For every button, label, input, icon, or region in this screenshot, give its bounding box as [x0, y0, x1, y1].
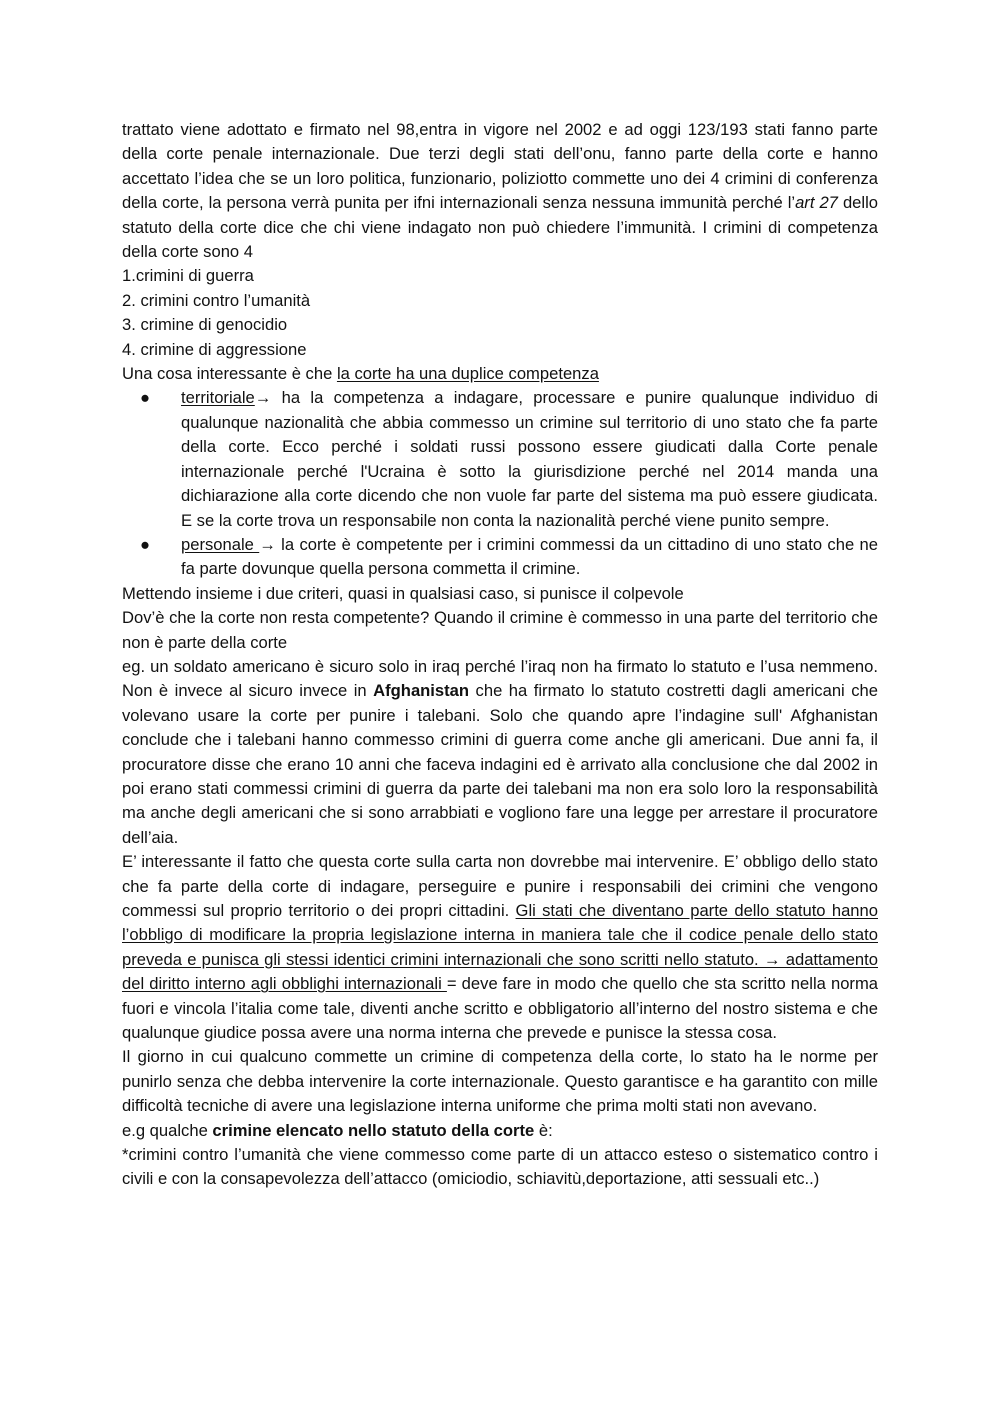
crimes-list-item: 3. crimine di genocidio	[122, 315, 288, 335]
bullet-icon: ●	[140, 388, 151, 408]
crimes-list-item: 1.crimini di guerra	[122, 266, 254, 286]
paragraph-national-law: Il giorno in cui qualcuno commette un crimine di competenza della corte, lo stato ha le norme per punirlo senza che debba intervenire la corte internazionale. Questo garantisce e ha garantito con mille difficoltà tecniche di avere una legislazione interna uniforme che prima molti stati non avevano.	[122, 1047, 878, 1116]
bullet-text: → ha la competenza a indagare, processare e punire qualunque individuo di qualunque nazionalità che abbia commesso un crimine sul territorio di uno stato che fa parte della corte. Ecco perché i soldati russi possono essere giudicati dalla Corte penale internazionale perché l'Ucraina è sotto la giurisdizione perché nel 2014 manda una dichiarazione alla corte dicendo che non vuole far parte del sistema ma può essere giudicata. E se la corte trova un responsabile non conta la nazionalità perché viene punito sempre.	[181, 388, 878, 530]
paragraph-example-afghanistan	[122, 655, 878, 850]
crimes-list-item: 2. crimini contro l’umanità	[122, 290, 311, 310]
underlined-text: Gli stati che diventano parte dello statuto hanno l’obbligo di modificare la propria legislazione interna in maniera tale che il codice penale dello stato preveda e punisca gli stessi identici crimini internazionali che sono scritti nello statuto. → adattamento del diritto interno agli obblighi internazionali	[122, 901, 878, 994]
text-run: trattato viene adottato e firmato nel 98,entra in vigore nel 2002 e ad oggi 123/193 stati fanno parte della corte penale internazionale. Due terzi degli stati dell’onu, fanno parte della corte e hanno accettato l’idea che se un loro politica, funzionario, poliziotto commette uno dei 4 crimini di conferenza della corte, la persona verrà punita per ifni internazionali senza nessuna immunità perché l’	[122, 120, 878, 213]
crimes-list-item: 4. crimine di aggressione	[122, 339, 307, 359]
paragraph-crimes-against-humanity: *crimini contro l’umanità che viene commesso come parte di un attacco esteso o sistematico contro i civili e con la consapevolezza dell’attacco (omiciodio, schiavitù,deportazione, atti sessuali etc..)	[122, 1145, 878, 1189]
bold-text: Afghanistan	[373, 681, 470, 701]
paragraph-criteria: Mettendo insieme i due criteri, quasi in qualsiasi caso, si punisce il colpevole	[122, 583, 684, 603]
text-run: eg. un soldato americano è sicuro solo in iraq perché l’iraq non ha firmato lo statuto e l’usa nemmeno. Non è invece al sicuro invece in	[122, 656, 878, 701]
bold-text: crimine elencato nello statuto della corte	[212, 1120, 535, 1140]
text-run: e.g qualche	[122, 1120, 213, 1140]
bullet-item-personale	[122, 533, 878, 582]
underlined-text: la corte ha una duplice competenza	[336, 364, 599, 384]
bullet-text: → la corte è competente per i crimini commessi da un cittadino di uno stato che ne fa parte dovunque quella persona commetta il crimine.	[181, 534, 878, 579]
bullet-label: personale	[181, 534, 260, 554]
competence-bullet-list	[122, 386, 878, 581]
bullet-label: territoriale	[181, 388, 255, 408]
text-run: dello statuto della corte dice che chi viene indagato non può chiedere l’immunità. I crimini di competenza della corte sono 4	[122, 193, 878, 262]
paragraph-state-obligation	[122, 850, 878, 1045]
paragraph-icc-treaty	[122, 118, 878, 264]
bullet-icon: ●	[140, 534, 151, 554]
paragraph-dual-competence	[122, 362, 878, 386]
text-run: che ha firmato lo statuto costretti dagli americani che volevano usare la corte per punire i talebani. Solo che quando apre l’indagine sull' Afghanistan conclude che i talebani hanno commesso crimini di guerra come anche gli americani. Due anni fa, il procuratore disse che erano 10 anni che faceva indagini ed è arrivato alla conclusione che dal 2002 in poi erano stati commessi crimini di guerra da parte dei talebani ma non era solo loro la responsabilità ma anche degli americani che si sono arrabbiati e vogliono fare una legge per arrestare il procuratore dell’aia.	[122, 681, 878, 847]
text-run: E’ interessante il fatto che questa corte sulla carta non dovrebbe mai intervenire. E’ obbligo dello stato che fa parte della corte di indagare, perseguire e punire i responsabili dei crimini che vengono commessi sul proprio territorio o dei propri cittadini.	[122, 852, 878, 920]
paragraph-crime-example	[122, 1119, 878, 1143]
text-run: = deve fare in modo che quello che sta scritto nella norma fuori e vincola l’italia come tale, diventi anche scritto e obbligatorio all’interno del nostro sistema e che qualunque giudice possa avere una norma interna che prevede e punisce la stessa cosa.	[122, 974, 878, 1043]
article-reference: art 27	[795, 193, 838, 213]
text-run: è:	[534, 1120, 553, 1140]
bullet-item-territoriale	[122, 386, 878, 532]
paragraph-not-competent: Dov’è che la corte non resta competente? Quando il crimine è commesso in una parte del territorio che non è parte della corte	[122, 608, 878, 652]
text-run: Una cosa interessante è che	[122, 364, 337, 384]
